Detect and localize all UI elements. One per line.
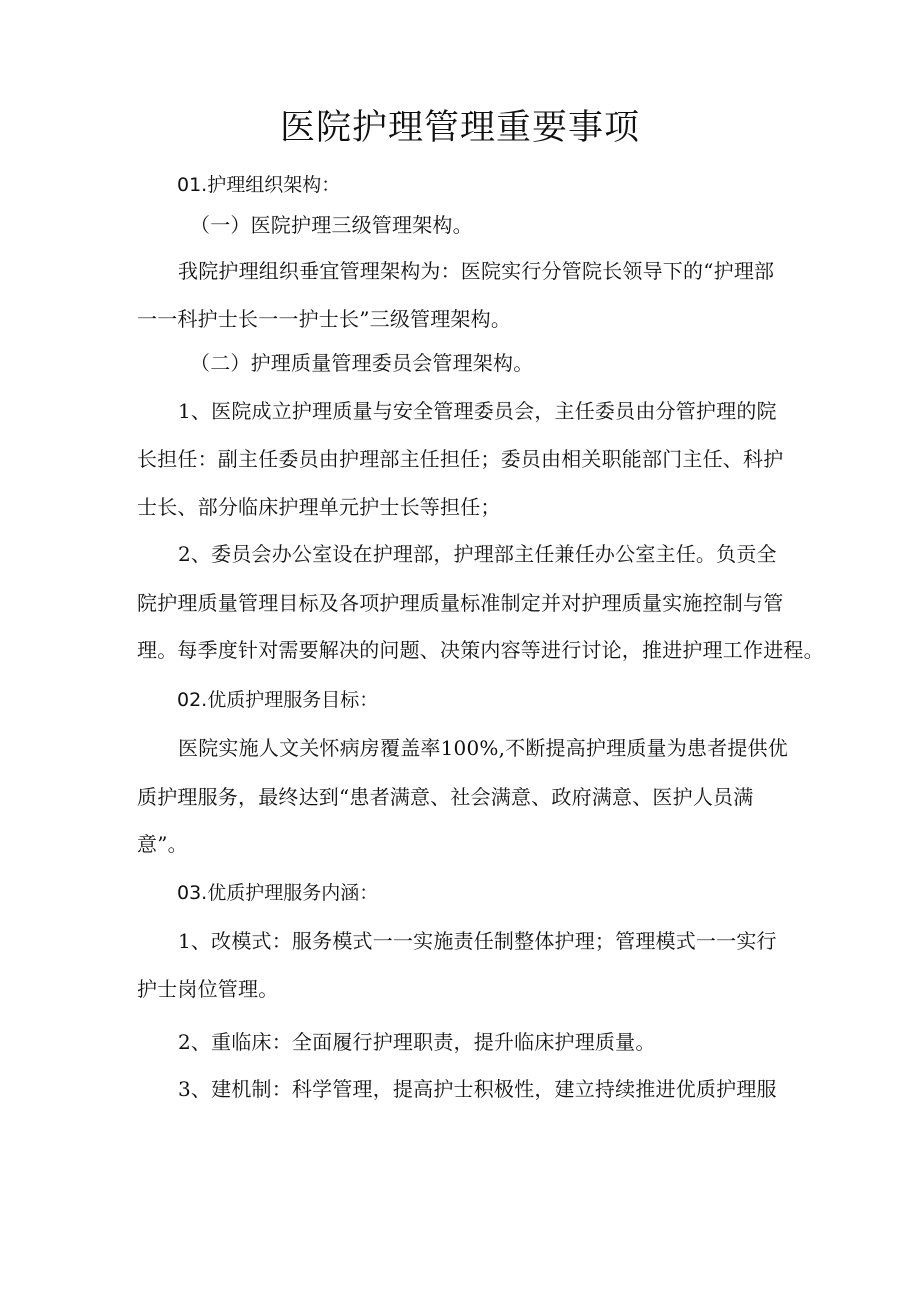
- document-title: 医院护理管理重要事项: [279, 108, 640, 148]
- paragraph-line: 理。每季度针对需要解决的问题、决策内容等进行讨论，推进护理工作进程。: [137, 638, 824, 662]
- paragraph-line: 院护理质量管理目标及各项护理质量标准制定并对护理质量实施控制与管: [137, 591, 784, 615]
- paragraph-line: 3、建机制：科学管理，提高护士积极性，建立持续推进优质护理服: [178, 1077, 777, 1101]
- section-heading-02: 02.优质护理服务目标：: [177, 689, 379, 711]
- section-heading-03: 03.优质护理服务内涵：: [177, 882, 379, 904]
- paragraph-line: 意”。: [137, 832, 188, 856]
- paragraph-line: 医院实施人文关怀病房覆盖率100%,不断提高护理质量为患者提供优: [178, 736, 788, 760]
- subheading-2: （二）护理质量管理委员会管理架构。: [190, 351, 534, 375]
- section-heading-01: 01.护理组织架构：: [177, 174, 341, 196]
- paragraph-line: 我院护理组织垂宜管理架构为：医院实行分管院长领导下的“护理部: [178, 259, 775, 283]
- paragraph-line: 1、改模式：服务模式一一实施责任制整体护理；管理模式一一实行: [178, 929, 777, 953]
- paragraph-line: 长担任：副主任委员由护理部主任担任；委员由相关职能部门主任、科护: [137, 447, 784, 471]
- paragraph-line: 护士岗位管理。: [137, 977, 279, 1001]
- paragraph-line: 质护理服务，最终达到“患者满意、社会满意、政府满意、医护人员满: [137, 785, 754, 809]
- paragraph-line: 士长、部分临床护理单元护士长等担任；: [137, 495, 501, 519]
- subheading-1: （一）医院护理三级管理架构。: [190, 213, 473, 237]
- paragraph-line: 2、重临床：全面履行护理职责，提升临床护理质量。: [178, 1030, 656, 1054]
- paragraph-line: 1、医院成立护理质量与安全管理委员会，主任委员由分管护理的院: [178, 399, 777, 423]
- paragraph-line: 一一科护士长一一护士长”三级管理架构。: [137, 307, 512, 331]
- paragraph-line: 2、委员会办公室设在护理部，护理部主任兼任办公室主任。负贡全: [178, 542, 777, 566]
